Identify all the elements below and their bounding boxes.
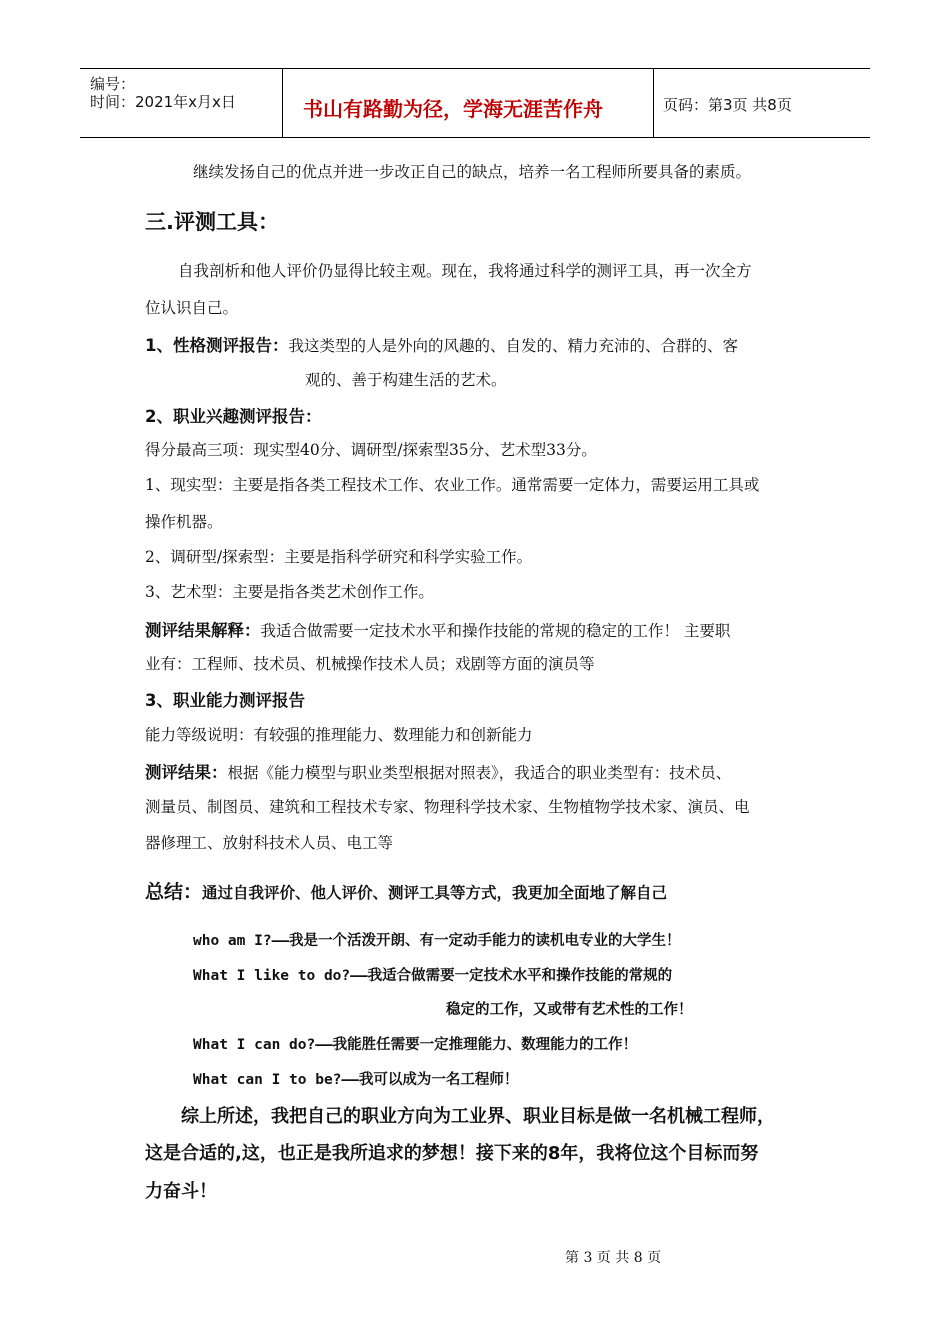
ability-label: 3、职业能力测评报告: [145, 691, 305, 710]
interest-result-line-2: 业有：工程师、技术员、机械操作技术人员；戏剧等方面的演员等: [145, 655, 595, 673]
ability-result-text-1: 根据《能力模型与职业类型根据对照表》，我适合的职业类型有：技术员、: [227, 764, 732, 782]
interest-result-text-1: 我适合做需要一定技术水平和操作技能的常规的稳定的工作！ 主要职: [260, 622, 731, 640]
page-footer: 第 3 页 共 8 页: [565, 1250, 662, 1266]
header-table: [80, 68, 870, 138]
header-right-cell: [653, 69, 870, 137]
ability-result-line-1: [145, 759, 731, 783]
section-paragraph-line-1: 自我剖析和他人评价仍显得比较主观。现在，我将通过科学的测评工具，再一次全方: [178, 262, 752, 280]
ability-result-label: 测评结果：: [145, 763, 228, 782]
interest-item-3: 3、艺术型：主要是指各类艺术创作工作。: [145, 583, 434, 601]
summary-question-1: who am I?——我是一个活泼开朗、有一定动手能力的读机电专业的大学生！: [193, 933, 681, 949]
intro-line: 继续发扬自己的优点并进一步改正自己的缺点，培养一名工程师所要具备的素质。: [193, 163, 752, 181]
summary-line: [145, 877, 667, 904]
interest-label: 2、职业兴趣测评报告：: [145, 407, 322, 426]
interest-result-label: 测评结果解释：: [145, 621, 261, 640]
summary-label: 总结：: [145, 881, 203, 903]
interest-item-2: 2、调研型/探索型：主要是指科学研究和科学实验工作。: [145, 548, 533, 566]
summary-text: 通过自我评价、他人评价、测评工具等方式，我更加全面地了解自己: [202, 884, 668, 902]
ability-result-line-3: 器修理工、放射科技术人员、电工等: [145, 834, 394, 852]
conclusion-line-1: 综上所述，我把自己的职业方向为工业界、职业目标是做一名机械工程师，: [181, 1106, 775, 1127]
header-left-cell: [80, 69, 282, 137]
summary-question-2-line-1: What I like to do?——我适合做需要一定技术水平和操作技能的常规的: [193, 968, 673, 984]
section-title: 三.评测工具：: [145, 210, 279, 234]
header-motto-cell: [282, 69, 654, 137]
number-label: 编号：: [90, 75, 136, 93]
summary-question-3: What I can do?——我能胜任需要一定推理能力、数理能力的工作！: [193, 1037, 638, 1053]
interest-item-1-line-1: 1、现实型：主要是指各类工程技术工作、农业工作。通常需要一定体力，需要运用工具或: [145, 476, 760, 494]
time-label: 时间：2021年x月x日: [90, 93, 236, 111]
ability-result-line-2: 测量员、制图员、建筑和工程技术专家、物理科学技术家、生物植物学技术家、演员、电: [145, 798, 750, 816]
page-info: 页码：第3页 共8页: [663, 96, 792, 114]
conclusion-line-3: 力奋斗！: [145, 1181, 217, 1202]
summary-question-4: What can I to be?——我可以成为一名工程师！: [193, 1072, 519, 1088]
ability-level: 能力等级说明：有较强的推理能力、数理能力和创新能力: [145, 726, 533, 744]
interest-scores: 得分最高三项：现实型40分、调研型/探索型35分、艺术型33分。: [145, 441, 597, 459]
section-paragraph-line-2: 位认识自己。: [145, 299, 239, 317]
personality-label: 1、性格测评报告：: [145, 336, 289, 355]
motto: 书山有路勤为径，学海无涯苦作舟: [303, 97, 603, 121]
personality-text-1: 我这类型的人是外向的风趣的、自发的、精力充沛的、合群的、客: [288, 337, 738, 355]
conclusion-line-2: 这是合适的,这，也正是我所追求的梦想！接下来的8年，我将位这个目标而努: [145, 1143, 759, 1164]
summary-question-2-line-2: 稳定的工作，又或带有艺术性的工作！: [446, 1002, 693, 1018]
personality-line-1: [145, 332, 738, 356]
interest-item-1-line-2: 操作机器。: [145, 513, 223, 531]
personality-text-2: 观的、善于构建生活的艺术。: [305, 371, 507, 389]
interest-result-line-1: [145, 617, 730, 641]
